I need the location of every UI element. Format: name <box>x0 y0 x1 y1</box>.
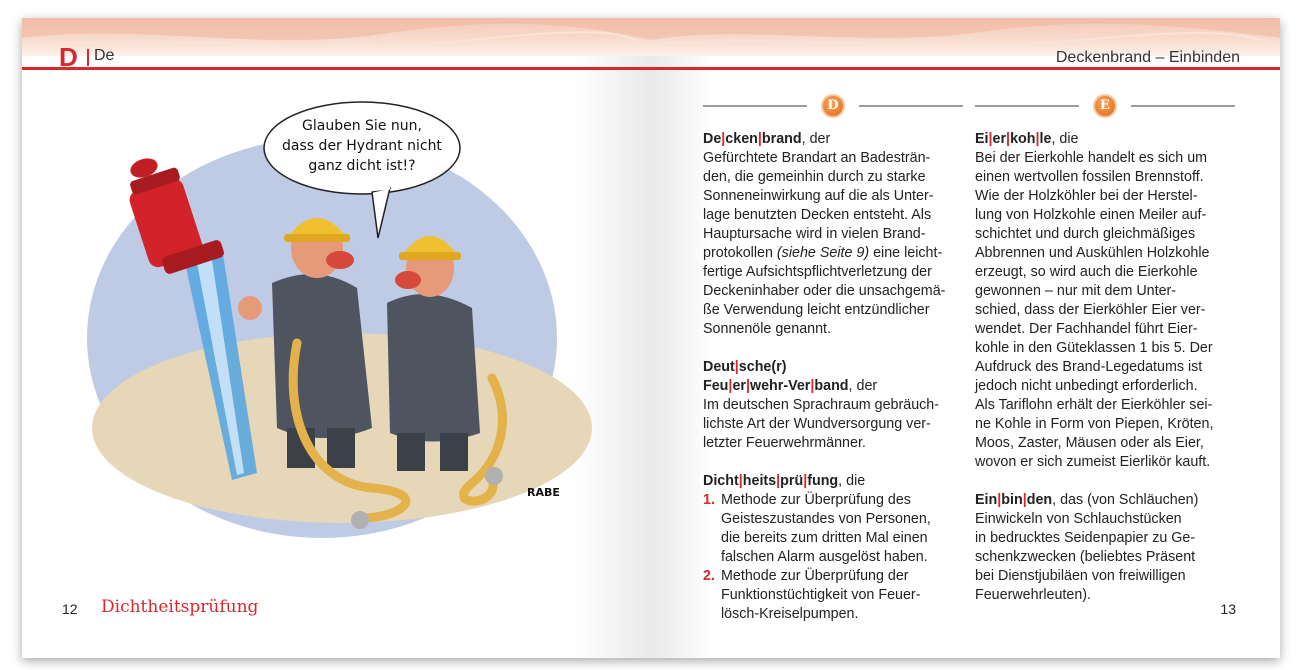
illustration-caption: Dichtheitsprüfung <box>101 597 259 617</box>
definition-list <box>703 491 963 624</box>
artist-signature: RABE <box>527 486 560 499</box>
section-divider-e <box>975 94 1235 118</box>
speech-line-3: ganz dicht ist!? <box>308 158 416 174</box>
page-number-right: 13 <box>1220 601 1236 617</box>
entry-deutscher-feuerwehrverband: Deut|sche(r) Feu|er|wehr-Ver|band, der Im deutschen Sprachraum gebräuch- lichste Art der Wundversorgung ver- letzter Feuerwehrmänner. <box>703 359 940 451</box>
speech-line-1: Glauben Sie nun, <box>302 118 422 134</box>
entry-dichtheitspruefung: Dicht|heits|prü|fung, die 1. Methode zur Überprüfung des Geisteszustandes von Personen, die bereits zum dritten Mal einen falschen Alarm ausgelöst haben. 2. Methode zur Überprüfung der Funktionstüchtigkeit von Feuer- lösch-Kreiselpumpen. <box>703 472 963 624</box>
header-band <box>22 18 651 56</box>
book-spread <box>22 18 1280 658</box>
section-letter-separator <box>87 49 89 66</box>
entry-eierkohle: Ei|er|koh|le, die Bei der Eierkohle handelt es sich um einen wertvollen fossilen Brennstoff. Wie der Holzköhler bei der Herstel- lung von Holzkohle einen Meiler auf- schichtet und durch gleichmäßiges Abbrennen und Auskühlen Holzkohle erzeugt, so wird auch die Eierkohle gewonnen – nur mit dem Unter- schied, dass der Eierköhler Eier ver- wendet. Der Fachhandel führt Eier- kohle in den Güteklassen 1 bis 5. Der Aufdruck des Brand-Legedatums ist jedoch nicht unbedingt erforderlich. Als Tariflohn erhält der Eierköhler sei- ne Kohle in Form von Piepen, Kröten, Moos, Zaster, Mäusen oder als Eier, wovon er sich zumeist Eierlikör kauft. <box>975 131 1214 470</box>
section-badge-e: E <box>1093 94 1117 118</box>
header-rule <box>651 67 1280 70</box>
header-wave-decoration <box>22 18 651 56</box>
section-badge-d: D <box>821 94 845 118</box>
page-number-left: 12 <box>62 601 78 617</box>
section-divider-d <box>703 94 963 118</box>
right-page <box>651 18 1280 658</box>
column-d <box>703 94 963 643</box>
list-item: 2. Methode zur Überprüfung der Funktionstüchtigkeit von Feuer- lösch-Kreiselpumpen. <box>703 568 921 622</box>
left-page <box>22 18 651 658</box>
speech-line-2: dass der Hydrant nicht <box>282 138 442 154</box>
entry-einbinden: Ein|bin|den, das (von Schläuchen) Einwickeln von Schlauchstücken in bedrucktes Seidenpapier zu Ge- schenkzwecken (beliebtes Präsent bei Dienstjubiläen von freiwilligen Feuerwehrleuten). <box>975 492 1199 603</box>
entry-term: De|cken|brand <box>703 131 802 147</box>
header-rule <box>22 67 651 70</box>
running-head: Deckenbrand – Einbinden <box>1055 49 1240 66</box>
entry-grammar: , der <box>801 131 831 147</box>
hose-coupling <box>351 511 369 529</box>
entry-deckenbrand: De|cken|brand, der Gefürchtete Brandart an Badesträn- den, die gemeinhin durch zu starke Sonneneinwirkung auf die als Unter- lage benutzten Decken entsteht. Als Hauptursache wird in vielen Brand- protokollen (siehe Seite 9) eine leicht- fertige Aufsichtspflichtverletzung der Deckeninhaber oder die unsachgemä- ße Verwendung leicht entzündlicher Sonnenöle genannt. <box>703 131 946 337</box>
page-reference: (siehe Seite 9) <box>776 245 870 261</box>
column-e <box>975 94 1235 624</box>
section-letter-range: De <box>94 47 115 64</box>
section-letter: D <box>59 42 78 72</box>
list-item: 1. Methode zur Überprüfung des Geisteszustandes von Personen, die bereits zum dritten Mal einen falschen Alarm ausgelöst haben. <box>703 492 931 565</box>
cartoon-illustration <box>72 88 592 548</box>
